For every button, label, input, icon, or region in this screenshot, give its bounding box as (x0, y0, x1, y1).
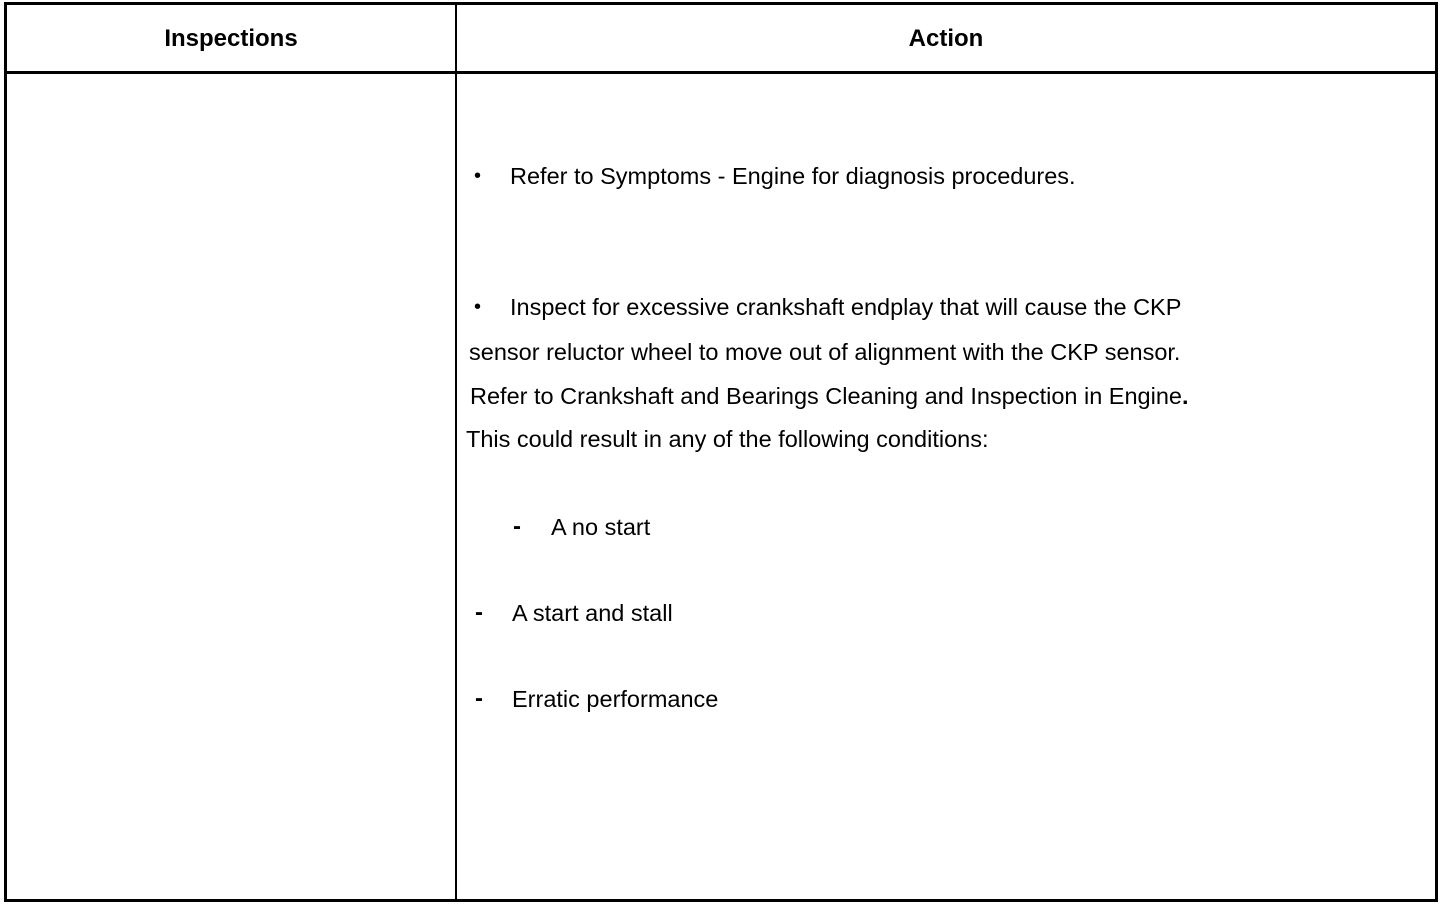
condition-item: A start and stall (512, 600, 673, 626)
condition-item: Erratic performance (512, 686, 719, 712)
dash-marker: - (475, 685, 483, 712)
action-item-2-line-4: This could result in any of the following conditions: (466, 426, 989, 452)
column-divider (455, 5, 457, 899)
dash-marker: - (475, 599, 483, 626)
header-action: Action (908, 25, 984, 52)
period-mark: . (1181, 383, 1189, 409)
dash-marker: - (513, 513, 521, 540)
inspection-table (4, 2, 1438, 902)
action-item-2-line-1: Inspect for excessive crankshaft endplay that will cause the CKP (510, 294, 1182, 320)
bullet-icon: • (474, 296, 482, 318)
condition-item: A no start (551, 514, 651, 540)
bullet-icon: • (474, 165, 482, 187)
action-item-2-line-2: sensor reluctor wheel to move out of alignment with the CKP sensor. (469, 339, 1181, 365)
action-item-1-text: Refer to Symptoms - Engine for diagnosis procedures. (510, 163, 1076, 189)
header-divider (7, 71, 1435, 74)
action-item-2-line-3-text: Refer to Crankshaft and Bearings Cleaning and Inspection in Engine (470, 383, 1182, 409)
action-item-2-line-3 (470, 381, 1189, 411)
header-inspections: Inspections (164, 25, 298, 52)
